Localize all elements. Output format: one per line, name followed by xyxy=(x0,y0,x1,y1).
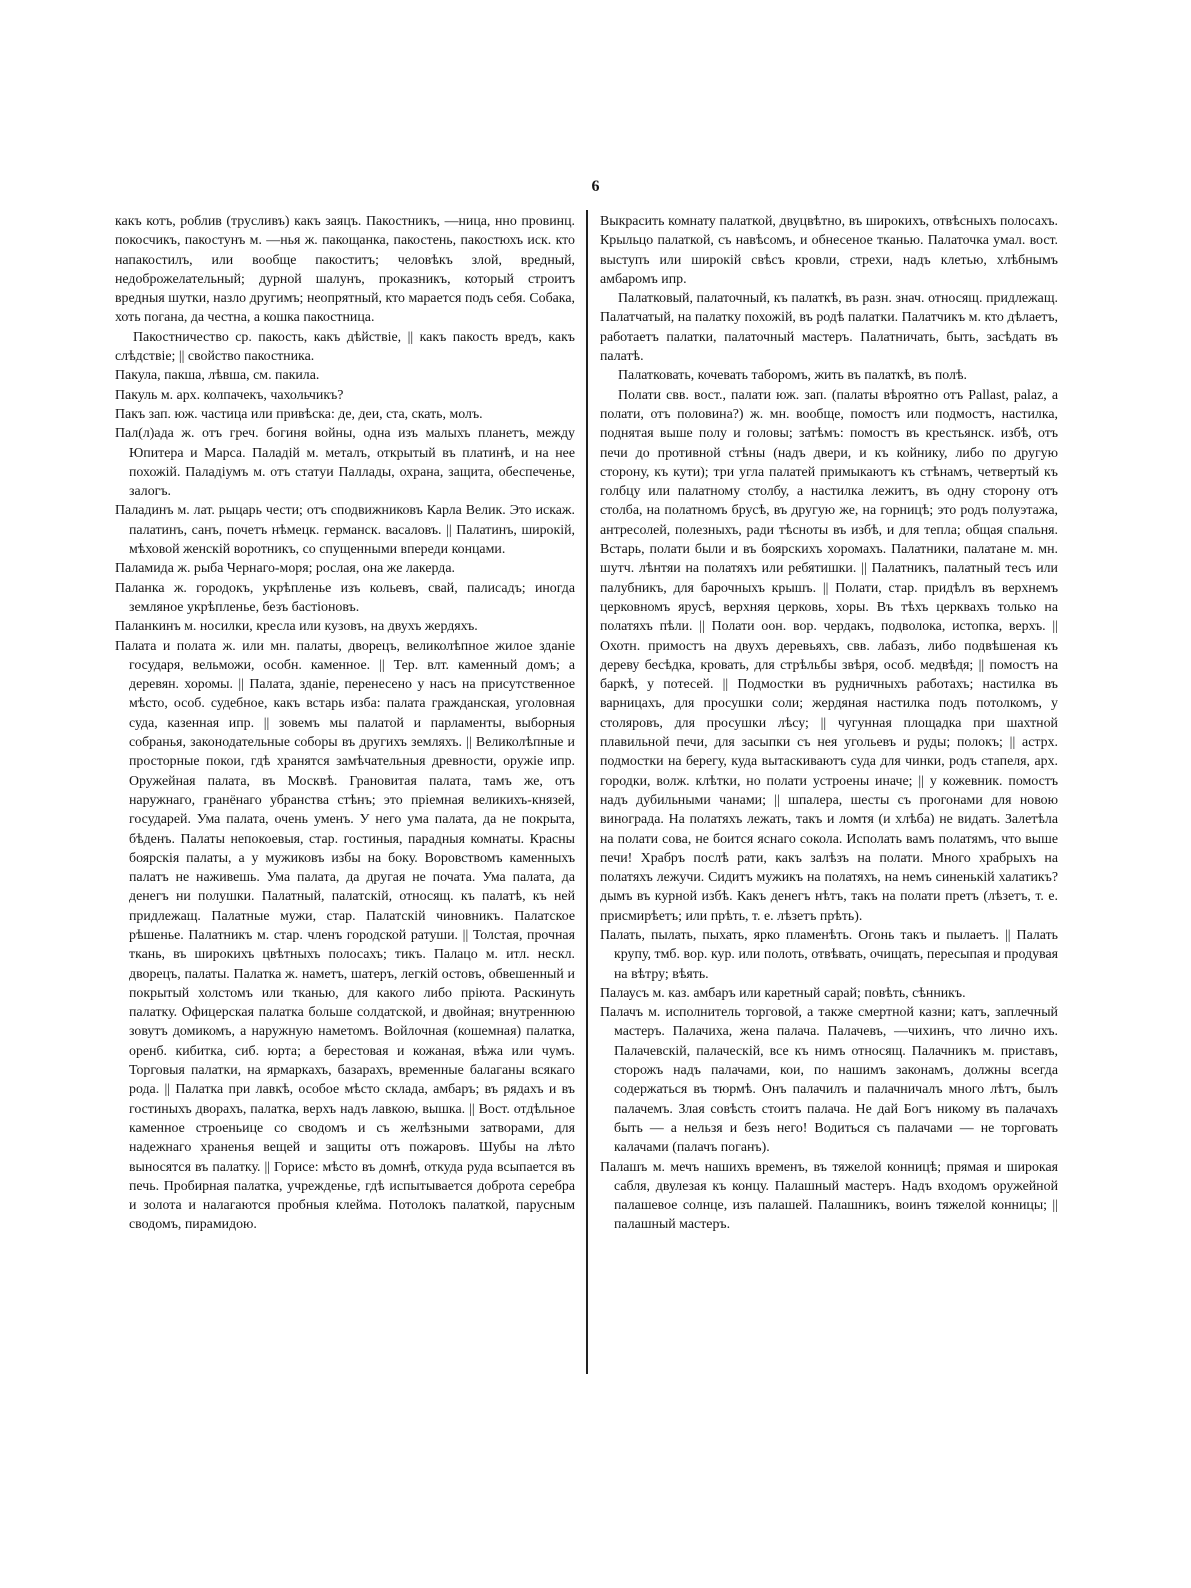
dictionary-entry: Палата и полата ж. или мн. палаты, дворецъ, великолѣпное жилое зданіе государя, вельможи, особн. каменное. || Тер. влт. каменный домъ; а деревян. хоромы. || Палата, зданіе, перенесено у насъ на присутственное мѣсто, особ. судебное, какъ встарь изба: палата гражданская, уголовная суда, казенная ипр. || зовемъ мы палатой и парламенты, выборныя собранья, законодательные соборы въ другихъ земляхъ. || Великолѣпные и просторные покои, гдѣ хранятся замѣчательныя древности, оружіе ипр. Оружейная палата, въ Москвѣ. Грановитая палата, тамъ же, отъ наружнаго, гранёнаго убранства стѣнъ; это пріемная великихъ-князей, государей. Ума палата, очень уменъ. У него ума палата, да не покрыта, бѣденъ. Палаты непокоевыя, стар. гостиныя, парадныя комнаты. Красны боярскія палаты, а у мужиковъ избы на боку. Воровствомъ каменныхъ палатъ не наживешь. Ума палата, да другая не почата. Ума палата, да денегъ ни полушки. Палатный, палатскій, относящ. къ палатѣ, къ ней придлежащ. Палатные мужи, стар. Палатскій чиновникъ. Палатское рѣшенье. Палатникъ м. стар. членъ городской ратуши. || Толстая, прочная ткань, въ широкихъ цвѣтныхъ полосахъ; тикъ. Палацо м. итл. нескл. дворецъ, палаты. Палатка ж. наметъ, шатеръ, легкій остовъ, обвешенный и покрытый холстомъ или тканью, для какого либо пріюта. Раскинуть палатку. Офицерская палатка больше солдатской, и двойная; внутреннюю зовутъ домикомъ, а наружную наметомъ. Войлочная (кошемная) палатка, оренб. кибитка, сиб. юрта; а берестовая и кожаная, вѣжа или чумъ. Торговыя палатки, на ярмаркахъ, базарахъ, временные балаганы всякаго рода. || Палатка при лавкѣ, особое мѣсто склада, амбаръ; въ рядахъ и въ гостиныхъ дворахъ, палатка, верхъ надъ лавкою, вышка. || Вост. отдѣльное каменное строеньице со сводомъ и съ желѣзными затворами, для надежнаго храненья вещей и защиты отъ пожаровъ. Шубы на лѣто выносятся въ палатку. || Горисе: мѣсто въ домнѣ, откуда руда всыпается въ печь. Пробирная палатка, учрежденье, гдѣ испытывается доброта серебра и золота и налагаются пробныя клейма. Потолокъ палаткой, парусным сводомъ, пирамидою. xyxy=(115,638,575,1233)
dictionary-entry: Палатковый, палаточный, къ палаткѣ, въ разн. знач. относящ. придлежащ. Палатчатый, на палатку похожій, въ родѣ палатки. Палатчикъ м. кто дѣлаетъ, работаетъ палатки, палаточный мастеръ. Палатничать, быть, засѣдать въ палатѣ. xyxy=(600,291,1058,365)
dictionary-entry: Палать, пылать, пыхать, ярко пламенѣть. Огонь такъ и пылаетъ. || Палать крупу, тмб. вор. кур. или полоть, отвѣвать, очищать, пересыпая и продувая на вѣтру; вѣять. xyxy=(600,927,1058,982)
page-number: 6 xyxy=(591,178,600,195)
dictionary-entry: Пакъ зап. юж. частица или привѣска: де, деи, ста, скать, молъ. xyxy=(115,406,483,422)
dictionary-entry: какъ котъ, роблив (трусливъ) какъ заяцъ. Пакостникъ, —ница, нно провинц. покосчикъ, пакостунъ м. —нья ж. пакощанка, пакостень, пакостюхъ иск. кто напакостилъ, или вообще пакоститъ; человѣкъ злой, вредный, недоброжелательный; дурной шалунъ, проказникъ, который строитъ вредныя шутки, назло другимъ; неопрятный, кто марается подъ себя. Собака, хоть погана, да честна, а кошка пакостница. xyxy=(115,214,575,326)
dictionary-entry: Пакула, пакша, лѣвша, см. пакила. xyxy=(115,368,320,384)
dictionary-entry: Пакуль м. арх. колпачекъ, чахольчикъ? xyxy=(115,387,344,403)
dictionary-entry: Полати свв. вост., палати юж. зап. (палаты вѣроятно отъ Pallast, palaz, а полати, отъ половина?) ж. мн. вообще, помостъ или подмостъ, настилка, поднятая выше полу и головы; затѣмъ: помостъ въ крестьянск. избѣ, отъ печи до противной стѣны (надъ двери, и къ койнику, либо по другую сторону, къ кути); три угла палатей примыкаютъ къ стѣнамъ, четвертый къ голбцу или палатному столбу, а настилка лежитъ, въ одну сторону отъ столба, на полатномъ брусѣ, въ другую же, на горницѣ; это родъ полуэтажа, антресолей, полезныхъ, ради тѣсноты въ избѣ, и для тепла; общая спальня. Встарь, полати были и въ боярскихъ хоромахъ. Палатники, палатане м. мн. шутч. лѣнтяи на полатяхъ или ребятишки. || Палатникъ, палатный тесъ или палубникъ, для барочныхъ крышъ. || Полати, стар. придѣлъ въ верхнемъ церковномъ ярусѣ, верхняя церковь, хоры. Въ тѣхъ церквахъ только на полатяхъ пѣли. || Полати оон. вор. чердакъ, подволока, истопка, верхъ. || Охотн. примостъ на двухъ деревьяхъ, свв. лабазъ, либо подвѣшеная къ дереву бесѣдка, кровать, для стрѣльбы звѣря, особ. медвѣдя; || помостъ на баркѣ, у потесей. || Подмостки въ рудничныхъ работахъ; настилка въ варницахъ, для просушки соли; жердяная настилка подъ потолкомъ, у столяровъ, для просушки лѣсу; || чугунная площадка при шахтной плавильной печи, для засыпки съ нея угольевъ и руды; полокъ; || астрх. подмостки на берегу, куда вытаскиваютъ суда для чинки, родъ стапеля, арх. городки, волж. клѣтки, но полати устроены иначе; || у кожевник. помостъ надъ дубильными чанами; || шпалера, шесты съ прогонами для новою винограда. На полатяхъ лежать, такъ и ломтя (и хлѣба) не видать. Залетѣла на полати сова, не боится яснаго сокола. Исполать вамъ полатямъ, что выше печи! Храбръ послѣ рати, какъ залѣзъ на полати. Много храбрыхъ на полатяхъ лежучи. Сидитъ мужикъ на полатяхъ, на немъ синенькій халатикъ? дымъ въ курной избѣ. Какъ денегъ нѣтъ, такъ на полати претъ (лѣзетъ, т. е. присмирѣетъ; или прѣть, т. е. лѣзетъ прѣть). xyxy=(600,387,1058,924)
dictionary-entry: Паланкинъ м. носилки, кресла или кузовъ, на двухъ жердяхъ. xyxy=(115,619,478,635)
dictionary-entry: Паланка ж. городокъ, укрѣпленье изъ кольевъ, свай, палисадъ; иногда земляное укрѣпленье, безъ бастіоновъ. xyxy=(115,580,575,615)
dictionary-entry: Паламида ж. рыба Чернаго-моря; рослая, она же лакерда. xyxy=(115,561,455,577)
dictionary-entry: Палачъ м. исполнитель торговой, а также смертной казни; катъ, заплечный мастеръ. Палачиха, жена палача. Палачевъ, —чихинъ, что лично ихъ. Палачевскій, палаческій, все къ нимъ относящ. Палачникъ м. приставъ, сторожъ надъ палачами, кои, по нашимъ законамъ, должны всегда содержаться въ тюрмѣ. Онъ палачилъ и палачничалъ много лѣтъ, былъ палачемъ. Злая совѣсть стоитъ палача. Не дай Богъ никому въ палачахъ быть — а нельзя и безъ него! Водиться съ палачами — не торговать калачами (палачъ поганъ). xyxy=(600,1005,1058,1156)
right-column xyxy=(600,212,1058,1235)
dictionary-entry: Паладинъ м. лат. рыцарь чести; отъ сподвижниковъ Карла Велик. Это искаж. палатинъ, санъ, почетъ нѣмецк. германск. васаловъ. || Палатинъ, широкій, мѣховой женскій воротникъ, со спущенными впереди концами. xyxy=(115,503,575,558)
dictionary-entry: Пал(л)ада ж. отъ греч. богиня войны, одна изъ малыхъ планетъ, между Юпитера и Марса. Паладій м. металъ, открытый въ платинѣ, и на нее похожій. Паладіумъ м. отъ статуи Паллады, охрана, защита, обеспеченье, залогъ. xyxy=(115,426,575,500)
dictionary-entry: Выкрасить комнату палаткой, двуцвѣтно, въ широкихъ, отвѣсныхъ полосахъ. Крыльцо палаткой, съ навѣсомъ, и обнесеное тканью. Палаточка умал. вост. выступъ или широкій свѣсъ кровли, стрехи, надъ клетью, хлѣбнымъ амбаромъ ипр. xyxy=(600,214,1058,287)
dictionary-entry: Палашъ м. мечъ нашихъ временъ, въ тяжелой конницѣ; прямая и широкая сабля, двулезая къ концу. Палашный мастеръ. Надъ входомъ оружейной палашевое солнце, изъ палашей. Палашникъ, воинъ тяжелой конницы; || палашный мастеръ. xyxy=(600,1159,1058,1233)
dictionary-entry: Палатковать, кочевать таборомъ, жить въ палаткѣ, въ полѣ. xyxy=(618,368,967,384)
dictionary-entry: Палаусъ м. каз. амбаръ или каретный сарай; повѣть, сѣнникъ. xyxy=(600,985,966,1001)
dictionary-entry: Пакостничество ср. пакость, какъ дѣйствіе, || какъ пакость вредъ, какъ слѣдствіе; || свойство пакостника. xyxy=(115,329,575,365)
column-divider xyxy=(586,210,588,1374)
left-column xyxy=(115,212,575,1235)
